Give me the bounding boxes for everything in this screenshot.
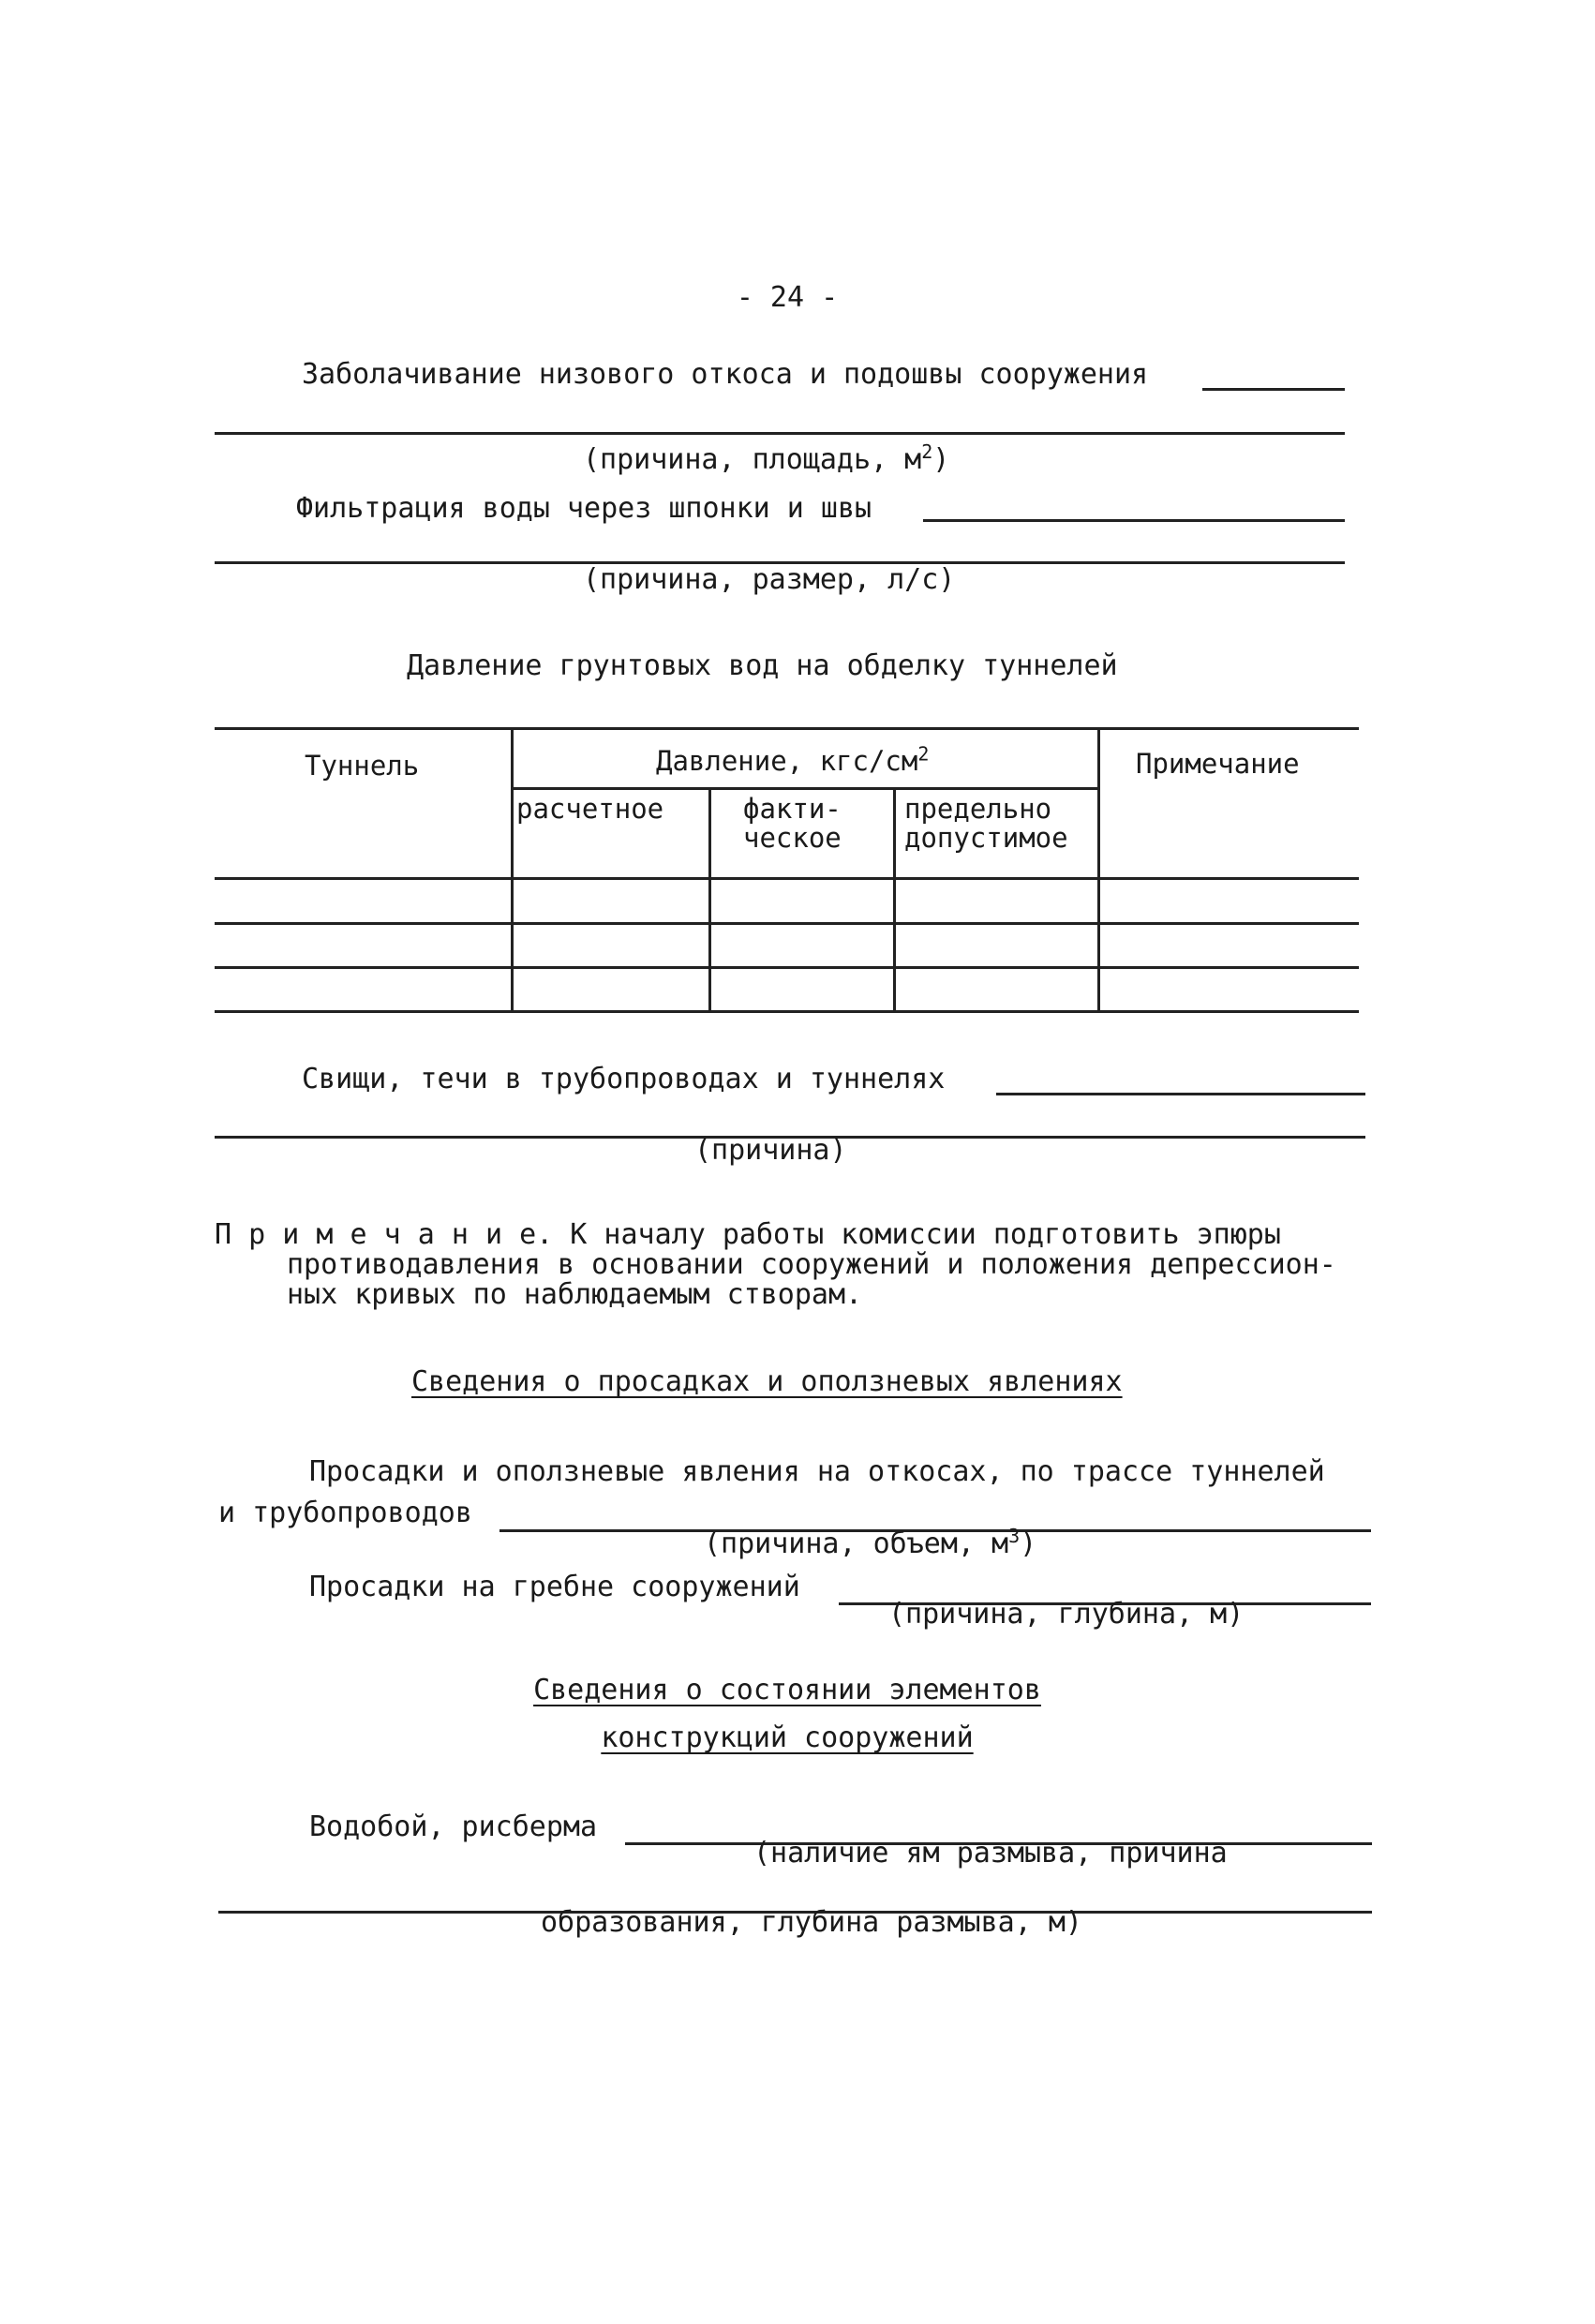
header-tunnel: Туннель — [305, 750, 420, 782]
header-pressure: Давление, кгс/$см^2$ — [656, 742, 930, 777]
table-col-divider — [1097, 727, 1100, 1013]
swamping-hint: (причина, площадь, $м^2$) — [583, 440, 950, 476]
crest-label: Просадки на гребне сооружений — [309, 1571, 800, 1603]
apron-hint-line-1: (наличие ям размыва, причина — [753, 1837, 1228, 1870]
table-col-divider — [893, 787, 896, 1013]
swamping-fill-line[interactable] — [215, 432, 1345, 435]
subsidence-heading: Сведения о просадках и оползневых явлениях — [411, 1365, 1123, 1398]
table-title: Давление грунтовых вод на обделку туннелей — [407, 649, 1118, 682]
subheader-limit: предельно допустимое — [904, 793, 1068, 854]
table-row-border — [215, 922, 1359, 925]
note-line-1: П р и м е ч а н и е. К началу работы комиссии подготовить эпюры — [215, 1218, 1281, 1251]
note-line-2: противодавления в основании сооружений и положения депрессион- — [287, 1248, 1336, 1281]
table-col-divider — [708, 787, 711, 1013]
filtration-hint: (причина, размер, л/с) — [583, 563, 956, 596]
header-note: Примечание — [1136, 748, 1300, 780]
subsidence-label-line-1: Просадки и оползневые явления на откосах, по трассе туннелей — [309, 1455, 1325, 1488]
table-top-border — [215, 727, 1359, 730]
swamping-label: Заболачивание низового откоса и подошвы сооружения — [302, 358, 1149, 391]
leaks-label: Свищи, течи в трубопроводах и туннелях — [302, 1063, 946, 1095]
apron-label: Водобой, рисберма — [309, 1810, 598, 1843]
subsidence-label-line-2: и трубопроводов — [218, 1497, 472, 1529]
construction-heading-line-2: конструкций сооружений — [601, 1721, 974, 1754]
leaks-blank-line[interactable] — [996, 1093, 1365, 1095]
table-col-divider — [511, 727, 514, 1013]
construction-heading-line-1: Сведения о состоянии элементов — [533, 1674, 1041, 1706]
table-bottom-border — [215, 1010, 1359, 1013]
table-row-border — [215, 966, 1359, 969]
table-subheader-border — [511, 787, 1099, 790]
leaks-hint: (причина) — [694, 1134, 847, 1167]
note-line-3: ных кривых по наблюдаемым створам. — [287, 1278, 863, 1311]
table-header-bottom-border — [215, 877, 1359, 880]
subheader-actual: факти- ческое — [743, 793, 842, 854]
crest-hint: (причина, глубина, м) — [888, 1598, 1245, 1631]
swamping-blank-line[interactable] — [1202, 388, 1345, 391]
subheader-design: расчетное — [516, 793, 664, 825]
apron-hint-line-2: образования, глубина размыва, м) — [541, 1906, 1082, 1939]
filtration-label: Фильтрация воды через шпонки и швы — [296, 492, 872, 525]
page-number: - 24 - — [736, 281, 839, 314]
filtration-blank-line[interactable] — [923, 519, 1345, 522]
subsidence-hint: (причина, объем, $м^3$) — [704, 1525, 1037, 1560]
